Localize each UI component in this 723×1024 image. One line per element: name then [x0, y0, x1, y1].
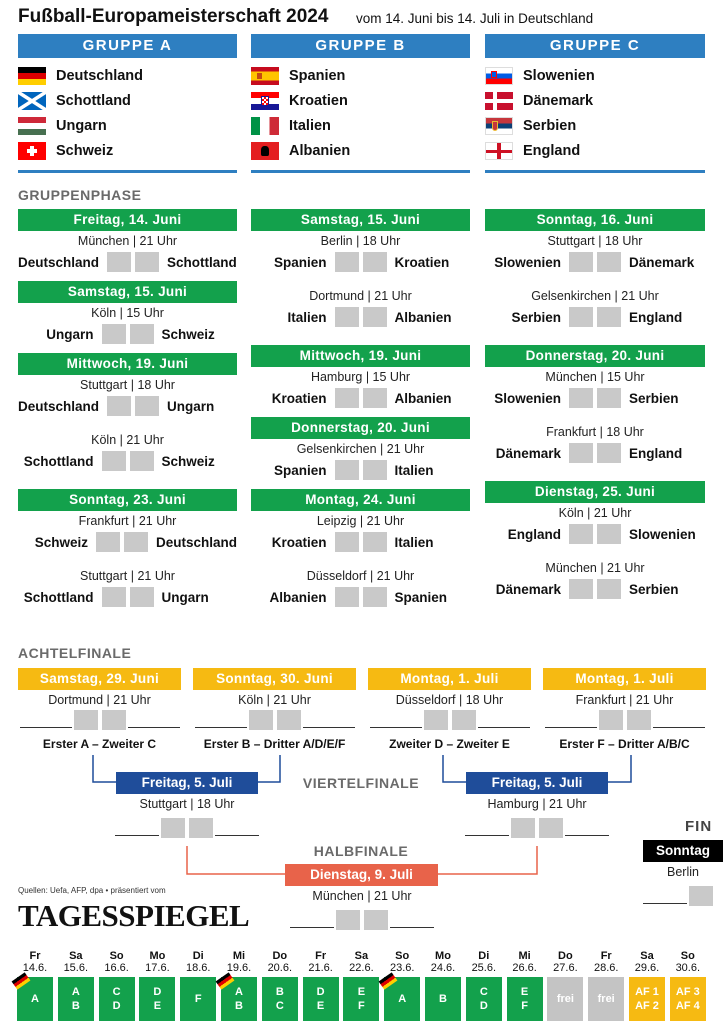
calendar-groups	[588, 977, 624, 1021]
calendar-groups	[58, 977, 94, 1021]
calendar-group-label: C	[479, 986, 488, 998]
calendar-group-label: frei	[597, 993, 615, 1005]
team-daenemark: Dänemark	[485, 88, 705, 113]
calendar-day	[99, 950, 135, 1021]
calendar-day	[466, 950, 502, 1021]
calendar-date: 15.6.	[63, 962, 89, 974]
calendar-date: 19.6.	[226, 962, 252, 974]
venue: Berlin | 18 Uhr	[320, 234, 401, 248]
venue: Hamburg | 15 Uhr	[310, 370, 411, 384]
date-header: Sonntag, 30. Juni	[193, 668, 356, 690]
calendar-day	[343, 950, 379, 1021]
calendar-day	[180, 950, 216, 1021]
match: Deutschland Schottland	[18, 251, 237, 273]
venue: Dortmund | 21 Uhr	[309, 289, 412, 303]
score-box[interactable]	[689, 886, 713, 906]
quarter-match-1	[116, 772, 258, 794]
calendar-groups	[139, 977, 175, 1021]
match: Spanien Italien	[251, 459, 470, 481]
calendar-weekday: So	[395, 950, 410, 962]
date-header: Freitag, 5. Juli	[116, 772, 258, 794]
calendar-groups	[343, 977, 379, 1021]
calendar-group-label: AF 2	[635, 1000, 659, 1012]
calendar-groups	[547, 977, 583, 1021]
team-slowenien: Slowenien	[485, 63, 705, 88]
venue: München | 15 Uhr	[545, 370, 645, 384]
venue: Köln | 21 Uhr	[238, 693, 311, 707]
calendar-day	[17, 950, 53, 1021]
calendar-weekday: Do	[272, 950, 288, 962]
date-header: Dienstag, 25. Juni	[485, 481, 705, 503]
calendar-weekday: Fr	[600, 950, 612, 962]
calendar-weekday: Sa	[640, 950, 654, 962]
page-subtitle: vom 14. Juni bis 14. Juli in Deutschland	[356, 11, 594, 26]
section-gruppenphase: GRUPPENPHASE	[18, 187, 142, 203]
calendar-day	[303, 950, 339, 1021]
date-header: Samstag, 15. Juni	[18, 281, 237, 303]
team-deutschland: Deutschland	[18, 63, 237, 88]
venue: Düsseldorf | 18 Uhr	[395, 693, 504, 707]
calendar-group-label: B	[71, 1000, 80, 1012]
venue: Köln | 15 Uhr	[91, 306, 164, 320]
calendar-weekday: Mo	[435, 950, 451, 962]
date-header: Donnerstag, 20. Juni	[251, 417, 470, 439]
match: Spanien Kroatien	[251, 251, 470, 273]
team-england: England	[485, 138, 705, 163]
venue: Leipzig | 21 Uhr	[316, 514, 405, 528]
venue: Düsseldorf | 21 Uhr	[306, 569, 415, 583]
venue: Stuttgart | 18 Uhr	[547, 234, 643, 248]
match	[450, 817, 624, 839]
date-header: Montag, 1. Juli	[368, 668, 531, 690]
calendar-day	[507, 950, 543, 1021]
calendar-group-label: D	[316, 986, 325, 998]
venue: Köln | 21 Uhr	[558, 506, 632, 520]
calendar-group-label: D	[112, 1000, 121, 1012]
section-achtelfinale: ACHTELFINALE	[18, 645, 132, 661]
calendar-day	[221, 950, 257, 1021]
section-halbfinale: HALBFINALE	[313, 843, 409, 859]
pairing: Erster A – Zweiter C	[42, 737, 157, 751]
match: Dänemark England	[485, 442, 705, 464]
team-italien: Italien	[251, 113, 470, 138]
score-box[interactable]	[189, 818, 213, 838]
calendar-group-label: E	[316, 1000, 325, 1012]
match	[275, 909, 449, 931]
logo: TAGESSPIEGEL	[18, 898, 250, 933]
calendar-group-label: E	[153, 1000, 162, 1012]
final-match	[643, 886, 723, 906]
final-date: Sonntag	[643, 840, 723, 862]
calendar-weekday: Mi	[232, 950, 246, 962]
calendar-weekday: Sa	[354, 950, 369, 962]
match: Serbien England	[485, 306, 705, 328]
venue: München | 21 Uhr	[545, 561, 645, 575]
date-header: Mittwoch, 19. Juni	[18, 353, 237, 375]
date-header: Donnerstag, 20. Juni	[485, 345, 705, 367]
calendar-groups	[670, 977, 706, 1021]
calendar-group-label: F	[194, 993, 202, 1005]
score-box[interactable]	[539, 818, 563, 838]
venue: Frankfurt | 21 Uhr	[78, 514, 177, 528]
calendar-group-label: AF 1	[635, 986, 659, 998]
calendar-groups	[425, 977, 461, 1021]
calendar-date: 16.6.	[104, 962, 129, 974]
calendar-day	[58, 950, 94, 1021]
match: England Slowenien	[485, 523, 705, 545]
team-ungarn: Ungarn	[18, 113, 237, 138]
pairing: Erster F – Dritter A/B/C	[559, 737, 690, 751]
quarter-match-2	[466, 772, 608, 794]
calendar-weekday: Mo	[149, 950, 166, 962]
calendar-groups	[262, 977, 298, 1021]
venue: Stuttgart | 21 Uhr	[80, 569, 175, 583]
calendar-groups	[99, 977, 135, 1021]
calendar-date: 27.6.	[553, 962, 578, 974]
calendar-weekday: Mi	[518, 950, 531, 962]
calendar-day	[384, 950, 420, 1021]
date-header: Mittwoch, 19. Juni	[251, 345, 470, 367]
calendar-group-label: F	[358, 1000, 365, 1012]
page-title: Fußball-Europameisterschaft 2024	[18, 6, 329, 27]
calendar-date: 30.6.	[675, 962, 701, 974]
calendar-group-label: B	[235, 1000, 243, 1012]
venue: München | 21 Uhr	[77, 234, 178, 248]
calendar-group-label: F	[521, 1000, 528, 1012]
calendar-day	[547, 950, 583, 1021]
calendar-date: 21.6.	[308, 962, 333, 974]
team-spanien: Spanien	[251, 63, 470, 88]
calendar-group-label: C	[112, 986, 121, 998]
calendar-date: 14.6.	[22, 962, 48, 974]
match: Schottland Schweiz	[18, 450, 237, 472]
score-box[interactable]	[364, 910, 388, 930]
venue: Köln | 21 Uhr	[91, 433, 164, 447]
group-b-header: GRUPPE B	[251, 34, 470, 58]
section-finale: FIN	[685, 818, 713, 835]
calendar-day	[588, 950, 624, 1021]
venue: Frankfurt | 21 Uhr	[575, 693, 674, 707]
team-serbien: Serbien	[485, 113, 705, 138]
calendar-groups	[629, 977, 665, 1021]
date-header: Sonntag, 23. Juni	[18, 489, 237, 511]
match: Ungarn Schweiz	[18, 323, 237, 345]
calendar-date: 29.6.	[634, 962, 660, 974]
team-schottland: Schottland	[18, 88, 237, 113]
sources: Quellen: Uefa, AFP, dpa • präsentiert vom	[18, 886, 166, 895]
calendar-weekday: Fr	[29, 950, 41, 962]
calendar-date: 17.6.	[145, 962, 170, 974]
pairing: Zweiter D – Zweiter E	[389, 737, 510, 751]
calendar-groups	[466, 977, 502, 1021]
venue: München | 21 Uhr	[312, 889, 412, 903]
calendar-group-label: A	[31, 993, 39, 1005]
group-c-header: GRUPPE C	[485, 34, 705, 58]
match: Italien Albanien	[251, 306, 470, 328]
calendar-group-label: C	[275, 1000, 284, 1012]
calendar-date: 24.6.	[430, 962, 456, 974]
match: Slowenien Serbien	[485, 387, 705, 409]
venue: Hamburg | 21 Uhr	[487, 797, 587, 811]
calendar-group-label: AF 3	[675, 986, 700, 998]
calendar-group-label: B	[275, 986, 284, 998]
calendar-day	[425, 950, 461, 1021]
date-header: Montag, 24. Juni	[251, 489, 470, 511]
calendar-weekday: Di	[478, 950, 490, 962]
date-header: Freitag, 5. Juli	[466, 772, 608, 794]
match: Albanien Spanien	[251, 586, 470, 608]
calendar-weekday: So	[109, 950, 124, 962]
team-albanien: Albanien	[251, 138, 470, 163]
venue: Stuttgart | 18 Uhr	[80, 378, 175, 392]
calendar-weekday: Di	[192, 950, 204, 962]
calendar-day	[670, 950, 706, 1021]
venue: Gelsenkirchen | 21 Uhr	[296, 442, 425, 456]
score-box[interactable]	[511, 818, 535, 838]
calendar-group-label: A	[398, 993, 407, 1005]
calendar-date: 28.6.	[593, 962, 619, 974]
calendar-group-label: D	[479, 1000, 488, 1012]
calendar-weekday: Sa	[69, 950, 83, 962]
calendar-groups	[507, 977, 543, 1021]
score-box[interactable]	[336, 910, 360, 930]
calendar-date: 20.6.	[267, 962, 293, 974]
calendar-date: 23.6.	[389, 962, 415, 974]
venue: Gelsenkirchen | 21 Uhr	[531, 289, 659, 303]
date-header: Freitag, 14. Juni	[18, 209, 237, 231]
date-header: Montag, 1. Juli	[543, 668, 706, 690]
match: Slowenien Dänemark	[485, 251, 705, 273]
match: Schweiz Deutschland	[18, 531, 237, 553]
match	[100, 817, 274, 839]
venue: Frankfurt | 18 Uhr	[546, 425, 644, 439]
date-header: Sonntag, 16. Juni	[485, 209, 705, 231]
semi-final	[285, 864, 438, 886]
team-schweiz: Schweiz	[18, 138, 237, 163]
pairing: Erster B – Dritter A/D/E/F	[203, 737, 346, 751]
calendar-groups	[180, 977, 216, 1021]
calendar-day	[629, 950, 665, 1021]
group-a-header: GRUPPE A	[18, 34, 237, 58]
venue: Stuttgart | 18 Uhr	[139, 797, 235, 811]
score-box[interactable]	[161, 818, 185, 838]
match: Schottland Ungarn	[18, 586, 237, 608]
calendar-group-label: E	[520, 986, 529, 998]
calendar-weekday: Fr	[315, 950, 327, 962]
match: Kroatien Albanien	[251, 387, 470, 409]
calendar-group-label: AF 4	[675, 1000, 700, 1012]
calendar-group-label: E	[357, 986, 366, 998]
calendar-groups	[303, 977, 339, 1021]
calendar-day	[262, 950, 298, 1021]
calendar-weekday: Do	[558, 950, 573, 962]
calendar-day	[139, 950, 175, 1021]
final-venue: Berlin	[667, 865, 699, 879]
calendar-group-label: D	[153, 986, 162, 998]
calendar-group-label: B	[439, 993, 447, 1005]
calendar-date: 26.6.	[512, 962, 537, 974]
calendar-group-label: A	[235, 986, 243, 998]
date-header: Samstag, 29. Juni	[18, 668, 181, 690]
match: Deutschland Ungarn	[18, 395, 237, 417]
date-header: Samstag, 15. Juni	[251, 209, 470, 231]
calendar-date: 25.6.	[471, 962, 497, 974]
venue: Dortmund | 21 Uhr	[48, 693, 151, 707]
date-header: Dienstag, 9. Juli	[285, 864, 438, 886]
calendar-date: 18.6.	[185, 962, 211, 974]
team-kroatien: Kroatien	[251, 88, 470, 113]
match: Dänemark Serbien	[485, 578, 705, 600]
calendar-date: 22.6.	[349, 962, 374, 974]
calendar-weekday: So	[680, 950, 695, 962]
calendar-group-label: frei	[556, 993, 574, 1005]
match: Kroatien Italien	[251, 531, 470, 553]
calendar-group-label: A	[71, 986, 80, 998]
section-viertelfinale: VIERTELFINALE	[302, 775, 420, 791]
